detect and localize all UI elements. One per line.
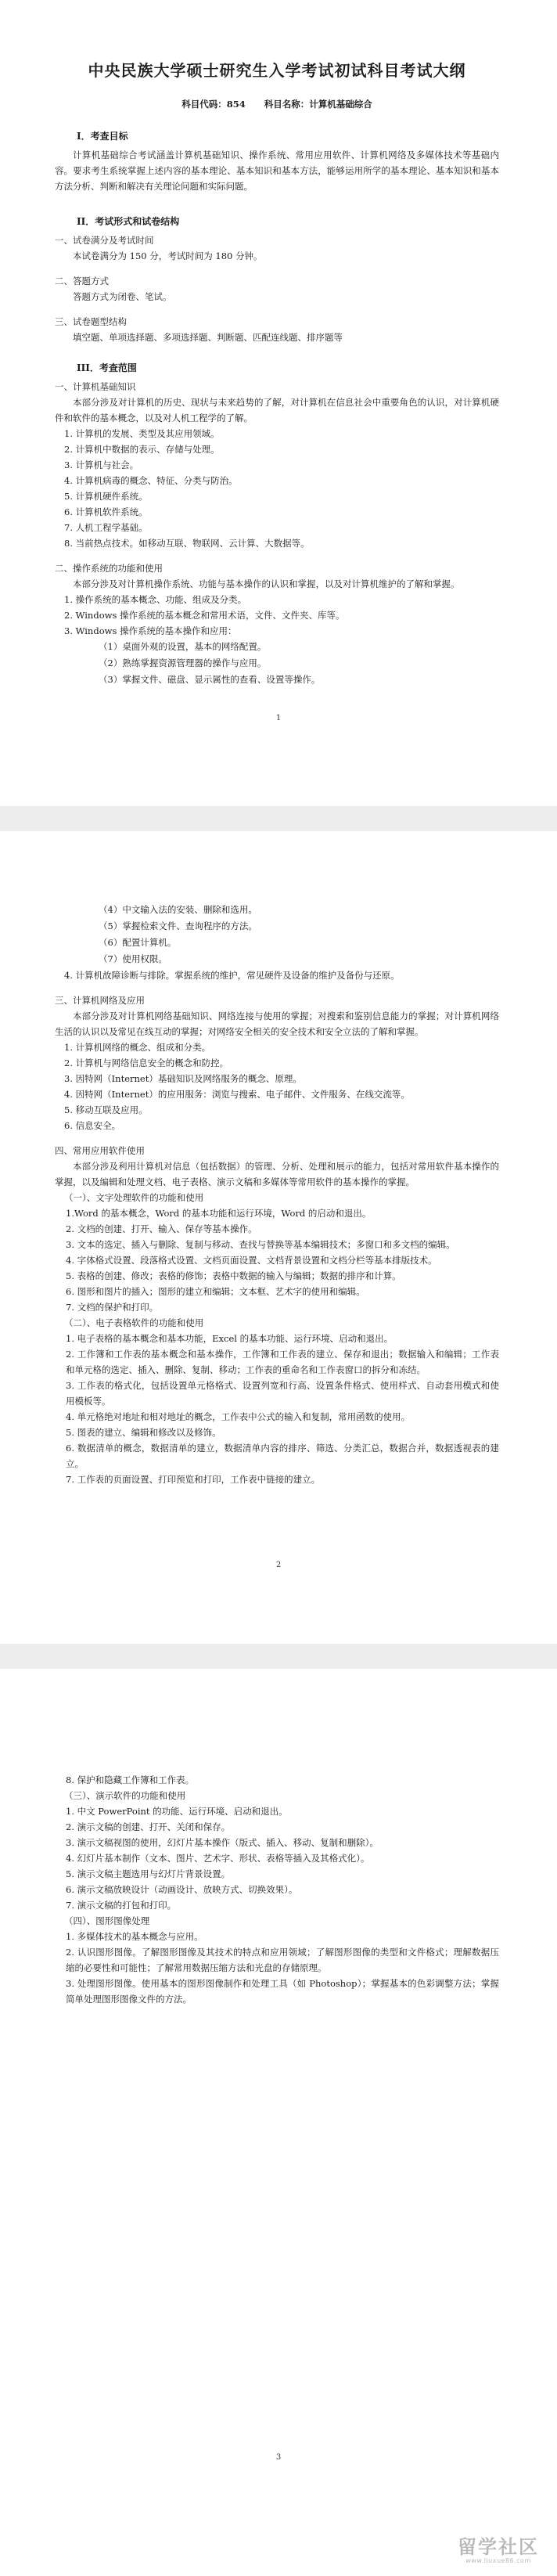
network-list [55,1039,499,1133]
list-item: 8. 当前热点技术。如移动互联、物联网、云计算、大数据等。 [64,538,310,549]
list-item: （2）熟练掌握资源管理器的操作与应用。 [99,658,267,668]
list-item: 3. 文本的选定、插入与删除、复制与移动、查找与替换等基本编辑技术；多窗口和多文档的编辑。 [66,1239,455,1250]
list-item: 1. 操作系统的基本概念、功能、组成及分类。 [64,594,247,605]
list-item: 3. 因特网（Internet）基础知识及网络服务的概念、原理。 [64,1073,302,1084]
list-item: 1.Word 的基本概念，Word 的基本功能和运行环境，Word 的启动和退出。 [66,1208,372,1219]
page-number: 3 [275,2453,282,2462]
list-item: 6. 计算机软件系统。 [64,506,148,517]
list-item: （1）桌面外观的设置，基本的网络配置。 [99,641,267,652]
subject-code: 科目代码：854 [181,99,246,110]
list-item: 7. 工作表的页面设置、打印预览和打印，工作表中链接的建立。 [66,1474,321,1485]
list-item: 4. 计算机病毒的概念、特征、分类与防治。 [64,475,238,486]
question-types-text: 填空题、单项选择题、多项选择题、判断题、匹配连线题、排序题等 [73,332,343,343]
list-item: （7）使用权限。 [99,953,167,964]
list-item: 1. 中文 PowerPoint 的功能、运行环境、启动和退出。 [66,1806,288,1817]
list-item: 2. 工作簿和工作表的基本概念和基本操作，工作簿和工作表的建立、保存和退出；数据输入和编辑；工作表和单元格的选定、插入、删除、复制、移动；工作表的重命名和工作表窗口的拆分和冻结。 [66,1349,499,1375]
list-item: 5. 计算机硬件系统。 [64,491,148,502]
list-item: 3. 演示文稿视图的使用，幻灯片基本操作（版式、插入、移动、复制和删除）。 [66,1837,379,1848]
list-item: 7. 演示文稿的打包和打印。 [66,1900,177,1911]
list-item: 2. 计算机中数据的表示、存储与处理。 [64,444,220,455]
document-page-1 [0,0,557,806]
list-item: 6. 图形和图片的插入；图形的建立和编辑；文本框、艺术字的使用和编辑。 [66,1286,365,1297]
document-title: 中央民族大学硕士研究生入学考试初试科目考试大纲 [88,61,466,80]
page-number: 1 [275,714,282,722]
list-item: （6）配置计算机。 [99,937,177,948]
os-list [55,592,499,639]
subsection-question-types: 三、试卷题型结构 [55,316,127,327]
subsection-apps: 四、常用应用软件使用 [55,1145,145,1156]
apps-ppt-heading: （三）、演示软件的功能和使用 [64,1790,186,1801]
list-item: 6. 演示文稿放映设计（动画设计、放映方式、切换效果）。 [66,1884,298,1895]
list-item: 2. 计算机与网络信息安全的概念和防控。 [64,1057,229,1068]
list-item: 4. 因特网（Internet）的应用服务：浏览与搜索、电子邮件、文件服务、在线交流等。 [64,1089,410,1100]
list-item: （3）掌握文件、磁盘、显示属性的查看、设置等操作。 [99,674,321,685]
list-item: 1. 计算机的发展、类型及其应用领域。 [64,428,220,439]
list-item: 5. 演示文稿主题选用与幻灯片背景设置。 [66,1868,231,1879]
os-item-4: 4. 计算机故障诊断与排除。掌握系统的维护，常见硬件及设备的维护及备份与还原。 [64,970,400,981]
subsection-network: 三、计算机网络及应用 [55,995,145,1006]
list-item: 6. 数据清单的概念，数据清单的建立，数据清单内容的排序、筛选、分类汇总，数据合并，数据透视表的建立。 [66,1443,499,1469]
section-heading-objectives: I．考查目标 [77,131,128,142]
subject-meta [55,98,499,110]
list-item: 4. 单元格绝对地址和相对地址的概念，工作表中公式的输入和复制，常用函数的使用。 [66,1411,411,1422]
list-item: 5. 图表的建立、编辑和修改以及修饰。 [66,1427,221,1438]
list-item: 3. 工作表的格式化，包括设置单元格格式、设置列宽和行高、设置条件格式、使用样式、自动套用模式和使用模板等。 [66,1380,499,1407]
objectives-text: 计算机基础综合考试涵盖计算机基础知识、操作系统、常用应用软件、计算机网络及多媒体技术等基础内容。要求考生系统掌握上述内容的基本理论、基本知识和基本方法，能够运用所学的基本理论、基本知识和基本方法分析、判断和解决有关理论问题和实际问题。 [55,150,499,192]
list-item: 3. 计算机与社会。 [64,459,139,470]
list-item: （5）掌握检索文件、查询程序的方法。 [99,921,257,931]
list-item: 2. 演示文稿的创建、打开、关闭和保存。 [66,1821,231,1832]
list-item: 7. 文档的保护和打印。 [66,1302,159,1313]
list-item: 1. 电子表格的基本概念和基本功能，Excel 的基本功能、运行环境、启动和退出。 [66,1333,393,1344]
apps-excel-heading: （二）、电子表格软件的功能和使用 [64,1317,204,1328]
answer-mode-text: 答题方式为闭卷、笔试。 [73,291,172,302]
computer-basics-list [55,426,499,551]
site-watermark-logo [447,2534,549,2567]
os-intro: 本部分涉及对计算机操作系统、功能与基本操作的认识和掌握，以及对计算机维护的了解和掌握。 [73,578,460,589]
list-item: 2. 文档的创建、打开、输入、保存等基本操作。 [66,1223,257,1234]
list-item: 1. 计算机网络的概念、组成和分类。 [64,1042,211,1053]
list-item: 2. Windows 操作系统的基本概念和常用术语，文件、文件夹、库等。 [64,610,345,621]
list-item: 6. 信息安全。 [64,1120,121,1131]
apps-intro: 本部分涉及利用计算机对信息（包括数据）的管理、分析、处理和展示的能力，包括对常用软件基本操作的掌握，以及编辑和处理文档、电子表格、演示文稿和多媒体等常用软件的基本操作的掌握。 [55,1161,499,1187]
computer-basics-intro: 本部分涉及对计算机的历史、现状与未来趋势的了解，对计算机在信息社会中重要角色的认识，对计算机硬件和软件的基本概念，以及对人机工程学的了解。 [55,397,499,423]
page-number: 2 [275,1561,282,1569]
subject-name: 科目名称：计算机基础综合 [264,99,372,110]
section-heading-format: II．考试形式和试卷结构 [77,216,180,227]
list-item: 2. 认识图形图像。了解图形图像及其技术的特点和应用领域；了解图形图像的类型和文件格式；理解数据压缩的必要性和可能性；了解常用数据压缩方法和光盘的存储原理。 [66,1947,499,1973]
list-item: 7. 人机工程学基础。 [64,522,148,533]
list-item: 3. 处理图形图像。使用基本的图形图像制作和处理工具（如 Photoshop）；掌握基本的色彩调整方法；掌握简单处理图形图像文件的方法。 [66,1978,499,2005]
list-item: 4. 字体格式设置、段落格式设置、文档页面设置、文档背景设置和文档分栏等基本排版技术。 [66,1255,437,1266]
subsection-os: 二、操作系统的功能和使用 [55,563,163,574]
os-sub-list-continued [55,902,499,967]
os-sub-list [55,639,499,688]
list-item: （4）中文输入法的安装、删除和选用。 [99,904,257,915]
list-item: 5. 移动互联及应用。 [64,1104,148,1115]
list-item: 3. Windows 操作系统的基本操作和应用： [64,625,237,636]
network-intro: 本部分涉及对计算机网络基础知识、网络连接与使用的掌握；对搜索和鉴别信息能力的掌握；对计算机网络生活的认识以及常见在线互动的掌握；对网络安全相关的安全技术和安全立法的了解和掌握。 [55,1011,499,1037]
apps-word-heading: （一）、文字处理软件的功能和使用 [64,1192,204,1203]
subsection-computer-basics: 一、计算机基础知识 [55,381,136,392]
score-time-text: 本试卷满分为 150 分，考试时间为 180 分钟。 [73,250,263,261]
list-item: 4. 幻灯片基本制作（文本、图片、艺术字、形状、表格等插入及其格式化）。 [66,1853,370,1864]
list-item: 8. 保护和隐藏工作簿和工作表。 [66,1774,195,1785]
document-page-2 [0,831,557,1644]
document-page-3 [0,1669,557,2576]
list-item: 5. 表格的创建、修改；表格的修饰；表格中数据的输入与编辑；数据的排序和计算。 [66,1270,401,1281]
section-heading-scope: III．考查范围 [77,362,137,373]
watermark-text: 留学社区 [458,2535,539,2558]
list-item: 1. 多媒体技术的基本概念与应用。 [66,1931,203,1942]
watermark-url: www.liuxue86.com [465,2556,531,2564]
subsection-answer-mode: 二、答题方式 [55,276,109,286]
apps-image-heading: （四）、图形图像处理 [64,1915,150,1926]
subsection-score-time: 一、试卷满分及考试时间 [55,235,154,246]
